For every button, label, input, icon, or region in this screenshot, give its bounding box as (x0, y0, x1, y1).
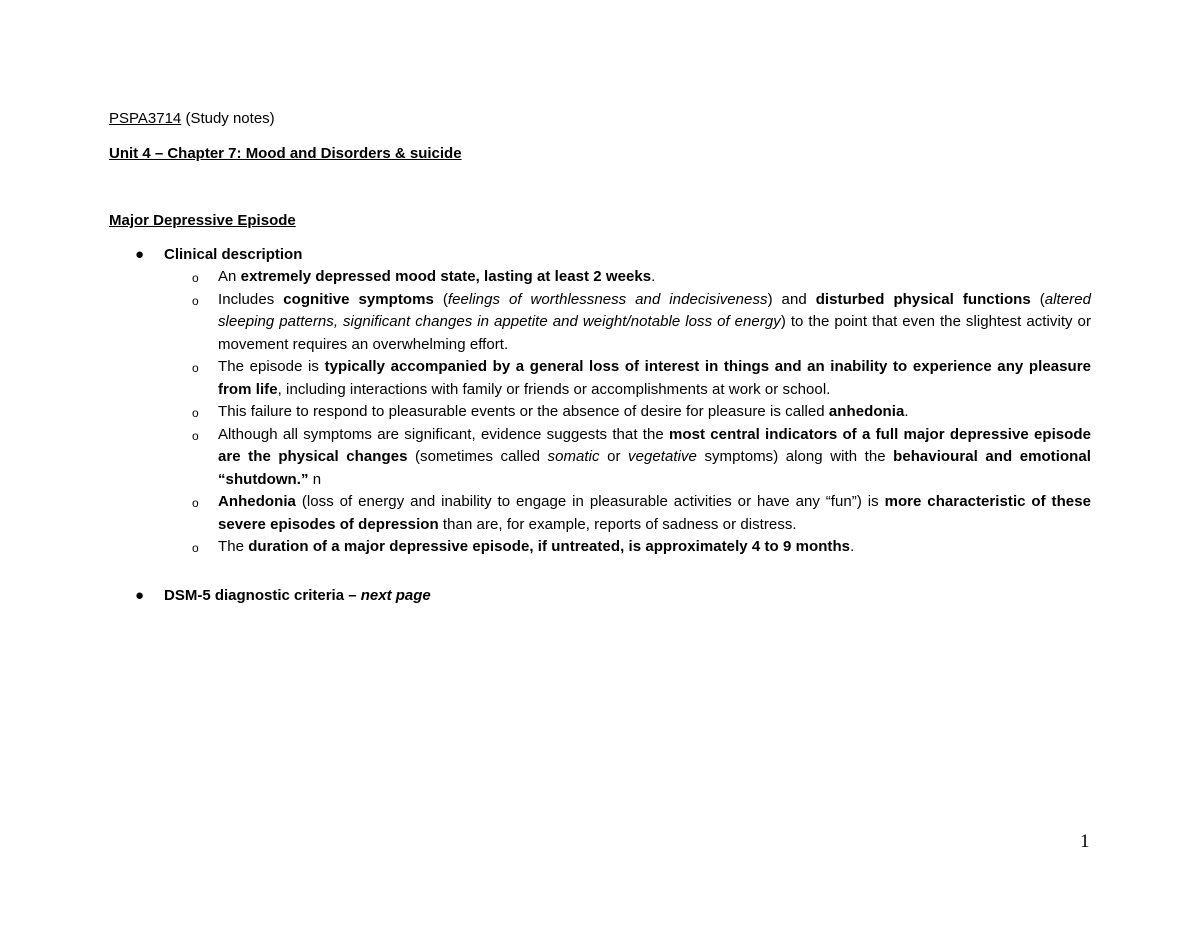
course-note: (Study notes) (181, 110, 275, 127)
bullet-label-text: DSM-5 diagnostic criteria – (164, 587, 361, 604)
page-number: 1 (1080, 831, 1090, 852)
sub-bullet-marker-icon: o (192, 541, 199, 555)
text-run: (sometimes called (407, 448, 548, 465)
bullet-label: Clinical description (164, 246, 303, 263)
text-run: duration of a major depressive episode, if untreated, is approximately 4 to 9 months (248, 538, 851, 555)
text-run: altered sleeping patterns, significant changes in appetite and weight/notable loss of energy (218, 290, 1091, 330)
text-run: cognitive symptoms (283, 290, 434, 308)
text-run: This failure to respond to pleasurable events or the absence of desire for pleasure is called (218, 403, 829, 420)
clinical-point (192, 536, 1091, 559)
course-code: PSPA3714 (109, 110, 182, 127)
text-run: than are, for example, reports of sadness or distress. (438, 515, 797, 533)
text-run: most central indicators of a full major depressive episode are the physical changes (218, 425, 1091, 465)
text-run: . (651, 268, 656, 285)
bullet-label (164, 586, 431, 606)
text-run: n (308, 470, 322, 488)
clinical-point (192, 491, 1091, 536)
text-run: or (599, 448, 629, 465)
text-run: An (218, 268, 241, 285)
text-run: ) and (767, 290, 816, 308)
text-run: Anhedonia (218, 493, 296, 510)
sub-bullet-marker-icon: o (192, 428, 199, 443)
text-run: . (904, 403, 909, 420)
unit-title: Unit 4 – Chapter 7: Mood and Disorders & suicide (109, 145, 462, 162)
text-run: , including interactions with family or friends or accomplishments at work or school. (277, 380, 831, 398)
text-run: vegetative (628, 448, 697, 465)
text-run: ( (433, 290, 448, 308)
section-title: Major Depressive Episode (109, 212, 296, 229)
text-run: somatic (547, 448, 600, 465)
text-run: anhedonia (828, 403, 905, 420)
clinical-point (192, 289, 1091, 357)
text-run: (loss of energy and inability to engage in pleasurable activities or have any “fun”) is (295, 493, 885, 510)
bullet-dot-icon: ● (135, 587, 145, 604)
text-run: The (218, 538, 249, 555)
clinical-point (192, 401, 1091, 424)
clinical-points-list (192, 266, 1091, 559)
text-run: Although all symptoms are significant, evidence suggests that the (218, 425, 670, 443)
text-run: ) to the point that even the slightest activity or movement requires an overwhelming effort. (218, 313, 1091, 353)
text-run: extremely depressed mood state, lasting at least 2 weeks (240, 268, 652, 285)
bullet-dot-icon: ● (135, 246, 145, 263)
text-run: behavioural and emotional “shutdown.” (218, 448, 1091, 488)
text-run: Includes (218, 290, 284, 308)
text-run: The episode is (218, 358, 325, 375)
text-run: more characteristic of these severe episodes of depression (218, 493, 1091, 533)
bullet-label-italic: next page (360, 587, 431, 604)
sub-bullet-marker-icon: o (192, 496, 199, 510)
text-run: ( (1030, 290, 1045, 308)
sub-bullet-marker-icon: o (192, 293, 199, 308)
sub-bullet-marker-icon: o (192, 361, 199, 375)
text-run: typically accompanied by a general loss of interest in things and an inability to experience any pleasure from life (218, 358, 1091, 398)
clinical-point (192, 266, 1091, 289)
clinical-point (192, 424, 1091, 492)
text-run: feelings of worthlessness and indecisiveness (447, 290, 768, 308)
clinical-point (192, 356, 1091, 401)
sub-bullet-marker-icon: o (192, 406, 199, 420)
document-header (109, 109, 275, 129)
text-run: symptoms) along with the (696, 448, 894, 465)
text-run: disturbed physical functions (815, 290, 1031, 308)
text-run: . (850, 538, 855, 555)
sub-bullet-marker-icon: o (192, 271, 199, 285)
